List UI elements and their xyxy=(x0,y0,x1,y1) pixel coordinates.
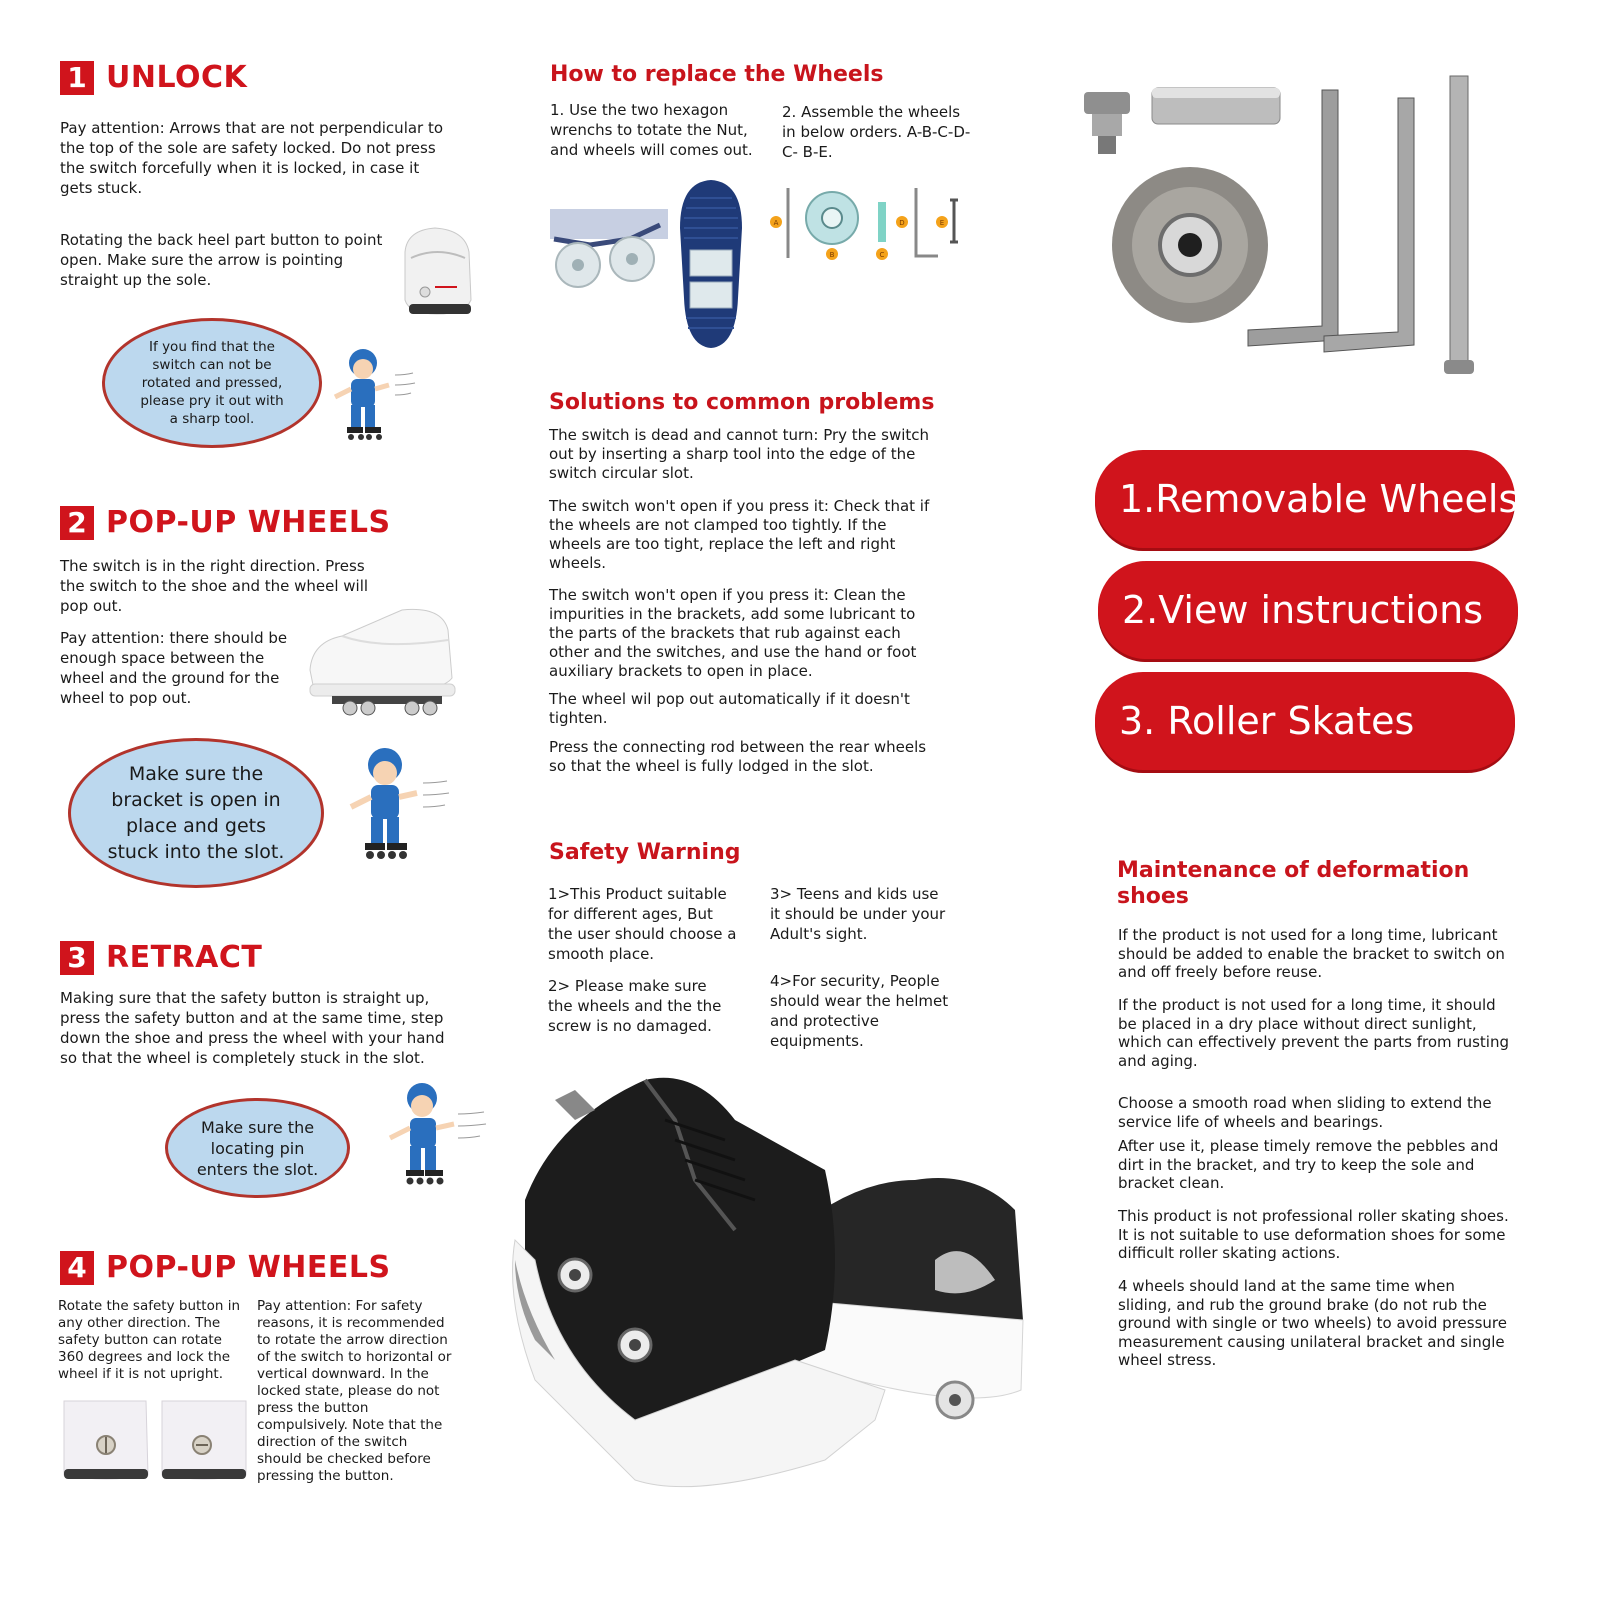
replace-step-2: 2. Assemble the wheels in below orders. A-B-C-D-C- B-E. xyxy=(782,103,971,161)
step2-tip-bubble: Make sure the bracket is open in place and gets stuck into the slot. xyxy=(68,738,324,888)
step2-paragraph-2: Pay attention: there should be enough space between the wheel and the ground for the wheel to pop out. xyxy=(60,629,288,707)
step4-paragraph-1: Rotate the safety button in any other direction. The safety button can rotate 360 degrees and lock the wheel if it is not upright. xyxy=(58,1298,240,1382)
feature-pill-removable-wheels: 1.Removable Wheels xyxy=(1095,450,1515,548)
step3-header xyxy=(60,940,262,975)
maintenance-2: If the product is not used for a long time, it should be placed in a dry place without direct sunlight, which can effectively prevent the parts from rusting and aging. xyxy=(1118,996,1510,1070)
safety-warning-1: 1>This Product suitable for different ages, But the user should choose a smooth place. xyxy=(548,885,737,963)
step1-title: UNLOCK xyxy=(106,60,248,95)
maintenance-1: If the product is not used for a long time, lubricant should be added to enable the bracket to switch on and off freely before reuse. xyxy=(1118,926,1505,981)
step4-header xyxy=(60,1250,391,1285)
skater-kid-illustration-3 xyxy=(380,1080,490,1195)
part-label-e: E xyxy=(939,219,945,227)
replace-step-1: 1. Use the two hexagon wrenchs to totate the Nut, and wheels will comes out. xyxy=(550,101,753,159)
white-sneaker-photo xyxy=(302,600,462,720)
step4-title: POP-UP WHEELS xyxy=(106,1250,391,1285)
solution-5: Press the connecting rod between the rear wheels so that the wheel is fully lodged in the slot. xyxy=(549,738,927,775)
step3-number: 3 xyxy=(60,941,94,975)
solutions-title: Solutions to common problems xyxy=(549,390,935,415)
step3-tip-bubble: Make sure the locating pin enters the slot. xyxy=(165,1098,350,1198)
safety-warning-2: 2> Please make sure the wheels and the the screw is no damaged. xyxy=(548,977,722,1035)
heel-button-photo xyxy=(395,222,485,322)
part-label-b: B xyxy=(829,251,835,259)
step2-number: 2 xyxy=(60,506,94,540)
step4-paragraph-2: Pay attention: For safety reasons, it is recommended to rotate the arrow direction of the switch to horizontal or vertical downward. In the locked state, please do not press the button compulsively. Note that the direction of the switch should be checked before pressing the button. xyxy=(257,1298,452,1484)
replacement-parts-photo xyxy=(1080,70,1500,390)
step1-header xyxy=(60,60,247,95)
part-label-c: C xyxy=(879,251,885,259)
feature-pill-view-instructions: 2.View instructions xyxy=(1098,561,1518,659)
skater-kid-illustration-2 xyxy=(335,745,455,865)
black-roller-sneakers-photo xyxy=(495,1060,1035,1545)
wheel-bracket-photo xyxy=(550,205,668,305)
step3-paragraph: Making sure that the safety button is straight up, press the safety button and at the same time, step down the shoe and press the wheel with your hand so that the wheel is completely stuck in the slot. xyxy=(60,989,445,1067)
feature-pill-roller-skates: 3. Roller Skates xyxy=(1095,672,1515,770)
step2-title: POP-UP WHEELS xyxy=(106,505,391,540)
step3-title: RETRACT xyxy=(106,940,263,975)
replace-wheels-title: How to replace the Wheels xyxy=(550,62,884,87)
maintenance-title: Maintenance of deformation shoes xyxy=(1117,858,1470,909)
safety-title: Safety Warning xyxy=(549,840,741,865)
step2-header xyxy=(60,505,391,540)
step1-number: 1 xyxy=(60,61,94,95)
part-label-d: D xyxy=(899,219,905,227)
step1-paragraph-1: Pay attention: Arrows that are not perpendicular to the top of the sole are safety locked. Do not press the switch forcefully when it is locked, in case it gets stuck. xyxy=(60,119,444,197)
solution-4: The wheel wil pop out automatically if it doesn't tighten. xyxy=(549,690,910,727)
step1-tip-bubble: If you find that the switch can not be rotated and pressed, please pry it out with a sharp tool. xyxy=(102,318,322,448)
safety-warning-3: 3> Teens and kids use it should be under your Adult's sight. xyxy=(770,885,946,943)
maintenance-5: This product is not professional roller skating shoes. It is not suitable to use deformation shoes for some difficult roller skating actions. xyxy=(1118,1207,1509,1262)
shoe-sole-photo xyxy=(676,178,746,350)
safety-button-photos xyxy=(60,1395,250,1485)
maintenance-3: Choose a smooth road when sliding to extend the service life of wheels and bearings. xyxy=(1118,1094,1492,1131)
part-label-a: A xyxy=(773,219,779,227)
solution-2: The switch won't open if you press it: Check that if the wheels are not clamped too tightly. If the wheels are too tight, replace the left and right wheels. xyxy=(549,497,930,572)
maintenance-6: 4 wheels should land at the same time when sliding, and rub the ground brake (do not rub the ground with single or two wheels) to avoid pressure measurement causing unilateral bracket and single wheel stress. xyxy=(1118,1277,1507,1369)
step2-paragraph-1: The switch is in the right direction. Press the switch to the shoe and the wheel will pop out. xyxy=(60,557,369,615)
wheel-assembly-parts-diagram xyxy=(766,182,966,262)
safety-warning-4: 4>For security, People should wear the helmet and protective equipments. xyxy=(770,972,949,1050)
solution-3: The switch won't open if you press it: Clean the impurities in the brackets, add some lubricant to the parts of the brackets that rub against each other and the switches, and use the hand or foot auxiliary brackets to open in place. xyxy=(549,586,917,680)
maintenance-4: After use it, please timely remove the pebbles and dirt in the bracket, and try to keep the sole and bracket clean. xyxy=(1118,1137,1499,1192)
skater-kid-illustration xyxy=(325,345,420,445)
step4-number: 4 xyxy=(60,1251,94,1285)
step1-paragraph-2: Rotating the back heel part button to point open. Make sure the arrow is pointing straight up the sole. xyxy=(60,231,383,289)
solution-1: The switch is dead and cannot turn: Pry the switch out by inserting a sharp tool into the edge of the switch circular slot. xyxy=(549,426,930,482)
